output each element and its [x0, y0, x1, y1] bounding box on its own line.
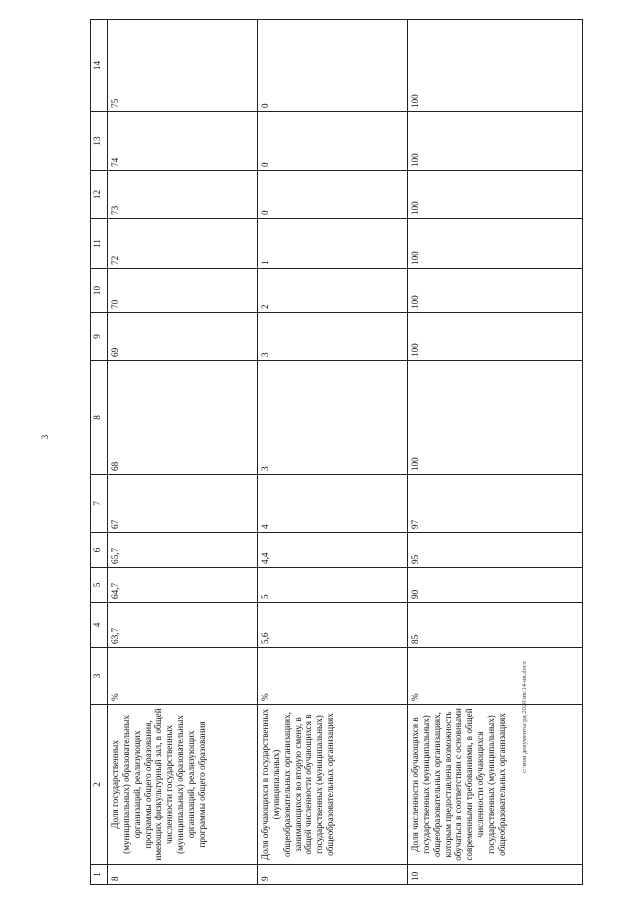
value-cell: 0: [258, 20, 408, 112]
value-cell: 97: [408, 475, 583, 533]
row-number: 10: [408, 865, 583, 885]
col-num-10: 10: [91, 269, 108, 313]
value-cell: 85: [408, 603, 583, 648]
value-cell: 74: [108, 112, 258, 171]
col-num-1: 1: [91, 865, 108, 885]
value-cell: 75: [108, 20, 258, 112]
col-num-5: 5: [91, 568, 108, 603]
value-cell: 68: [108, 361, 258, 475]
row-number: 8: [108, 865, 258, 885]
value-cell: 67: [108, 475, 258, 533]
value-cell: 70: [108, 269, 258, 313]
col-num-14: 14: [91, 20, 108, 112]
unit-cell: %: [258, 648, 408, 705]
unit-cell: %: [108, 648, 258, 705]
value-cell: 69: [108, 313, 258, 361]
value-cell: 100: [408, 269, 583, 313]
value-cell: 3: [258, 313, 408, 361]
col-num-6: 6: [91, 533, 108, 568]
value-cell: 63,7: [108, 603, 258, 648]
indicator-description: Доля государственных (муниципальных) образовательных организаций, реализующих программы общего образования, имеющих физкультурный зал, в общей численности государственных (муниципальных) образовательных организаций, реализующих программы общего образования: [108, 705, 258, 865]
value-cell: 2: [258, 269, 408, 313]
table-row-8: [108, 20, 258, 885]
col-num-4: 4: [91, 603, 108, 648]
value-cell: 100: [408, 171, 583, 219]
value-cell: 100: [408, 112, 583, 171]
col-num-7: 7: [91, 475, 108, 533]
indicator-table-wrapper: [90, 20, 583, 885]
value-cell: 95: [408, 533, 583, 568]
value-cell: 4: [258, 475, 408, 533]
value-cell: 5,6: [258, 603, 408, 648]
col-num-8: 8: [91, 361, 108, 475]
col-num-11: 11: [91, 219, 108, 269]
value-cell: 0: [258, 171, 408, 219]
col-num-2: 2: [91, 705, 108, 865]
value-cell: 90: [408, 568, 583, 603]
value-cell: 64,7: [108, 568, 258, 603]
value-cell: 3: [258, 361, 408, 475]
footer-file-path: c:\мои документы\рд 2020\ив\14-ив.docx: [521, 661, 528, 773]
value-cell: 1: [258, 219, 408, 269]
value-cell: 73: [108, 171, 258, 219]
value-cell: 0: [258, 112, 408, 171]
row-number: 9: [258, 865, 408, 885]
indicator-table: [90, 19, 583, 885]
value-cell: 72: [108, 219, 258, 269]
column-number-row: [91, 20, 108, 885]
value-cell: 100: [408, 313, 583, 361]
col-num-3: 3: [91, 648, 108, 705]
value-cell: 5: [258, 568, 408, 603]
value-cell: 100: [408, 219, 583, 269]
page-number: 3: [40, 434, 50, 440]
col-num-13: 13: [91, 112, 108, 171]
col-num-12: 12: [91, 171, 108, 219]
table-row-10: [408, 20, 583, 885]
value-cell: 100: [408, 20, 583, 112]
value-cell: 4,4: [258, 533, 408, 568]
unit-cell: %: [408, 648, 583, 705]
indicator-description: Доля обучающихся в государственных (муниципальных) общеобразовательных организациях, занимающихся во вторую смену, в общей численности обучающихся в государственных (муниципальных) общеобразовательных организациях: [258, 705, 408, 865]
indicator-description: Доля численности обучающихся в государственных (муниципальных) общеобразовательных организациях, которым предоставлена возможность обучаться в соответствии с основными современными требованиями, в общей численности обучающихся государственных (муниципальных) общеобразовательных организациях: [408, 705, 583, 865]
value-cell: 100: [408, 361, 583, 475]
value-cell: 65,7: [108, 533, 258, 568]
table-row-9: [258, 20, 408, 885]
col-num-9: 9: [91, 313, 108, 361]
